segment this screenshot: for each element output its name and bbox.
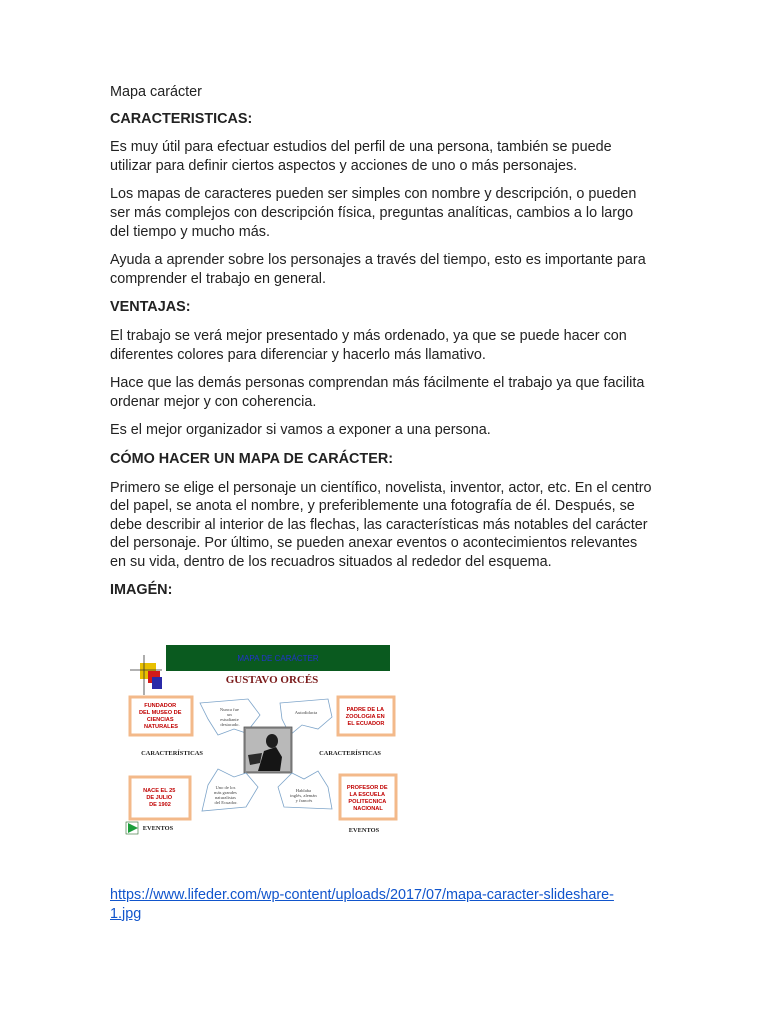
- event-box-bottom-left: [130, 777, 190, 819]
- svg-text:PROFESOR DE LA ESCUELA: PROFESOR DE LA ESCUELA POLITECNICA NACIONAL: [346, 785, 388, 812]
- heading-caracteristicas: CARACTERISTICAS:: [110, 110, 253, 127]
- play-arrow-icon: [128, 823, 138, 833]
- character-name: GUSTAVO ORCÉS: [225, 674, 319, 686]
- image-source-link[interactable]: [110, 886, 665, 923]
- trait-arrow-bottom-left: [202, 769, 258, 811]
- heading-como-hacer: CÓMO HACER UN MAPA DE CARÁCTER:: [110, 450, 394, 467]
- svg-text:Autodidacta: Autodidacta: [294, 710, 318, 715]
- paragraph: Ayuda a aprender sobre los personajes a través del tiempo, esto es importante para comprender el trabajo en general.: [110, 252, 646, 287]
- heading-imagen: IMAGÉN:: [110, 582, 173, 599]
- trait-arrow-bottom-right: [278, 771, 332, 809]
- heading-ventajas: VENTAJAS:: [110, 299, 191, 316]
- svg-text:NACE EL 25 DE JULIO: NACE EL 25 DE JULIO DE 1902: [143, 788, 176, 808]
- label-caracteristicas-right: CARACTERÍSTICAS: [319, 750, 381, 757]
- link-line-1[interactable]: https://www.lifeder.com/wp-content/uploads/2017/07/mapa-caracter-slideshare-: [110, 887, 614, 903]
- paragraph: El trabajo se verá mejor presentado y más ordenado, ya que se puede hacer con diferentes colores para diferenciar y hacerlo más llamativo.: [110, 327, 627, 363]
- event-box-bottom-right: [340, 775, 396, 819]
- svg-text:Nunca fue un e: Nunca fue un estudiante destacado.: [219, 707, 240, 727]
- label-eventos-right: EVENTOS: [348, 827, 380, 834]
- label-caracteristicas-left: CARACTERÍSTICAS: [141, 750, 203, 757]
- document-body: [110, 83, 655, 600]
- paragraph: Es el mejor organizador si vamos a exponer a una persona.: [110, 422, 491, 439]
- paragraph: Primero se elige el personaje un científico, novelista, inventor, actor, etc. En el centro del papel, se anota el nombre, y preferiblemente una fotografía de él. Después, se debe describir al interior de las flechas, las características más notables del carácter del personaje. Por último, se pueden anexar eventos o acontecimientos relevantes en su vida, dentro de los recuadros situados al rededor del esquema.: [110, 479, 652, 570]
- svg-text:PADRE DE LA ZOOLOGIA E: PADRE DE LA ZOOLOGIA EN EL ECUADOR: [345, 707, 385, 727]
- event-box-top-right: [338, 697, 394, 735]
- svg-text:Uno de los más grandes: Uno de los más grandes naturalistas del Ecuador.: [214, 785, 238, 805]
- event-box-top-left: [130, 697, 192, 735]
- link-line-2[interactable]: 1.jpg: [110, 905, 142, 922]
- character-photo: [244, 727, 292, 773]
- document-title: Mapa carácter: [110, 84, 202, 100]
- paragraph: Los mapas de caracteres pueden ser simples con nombre y descripción, o pueden ser más complejos con descripción física, preguntas analíticas, cambios a lo largo del tiempo y mucho más.: [110, 186, 637, 240]
- banner-title: MAPA DE CARÁCTER: [237, 654, 319, 663]
- paragraph: Hace que las demás personas comprendan más fácilmente el trabajo ya que facilita ordenar mejor y con coherencia.: [110, 375, 645, 410]
- label-eventos-left: EVENTOS: [142, 825, 174, 832]
- character-map-image: [122, 637, 398, 842]
- paragraph: Es muy útil para efectuar estudios del perfil de una persona, también se puede utilizar para definir ciertos aspectos y acciones de uno o más personajes.: [110, 139, 612, 174]
- svg-text:FUNDADOR DEL MUSEO DE: FUNDADOR DEL MUSEO DE CIENCIAS NATURALES: [138, 703, 182, 730]
- svg-text:Hablaba inglés, alemán: Hablaba inglés, alemán y francés: [290, 788, 317, 803]
- decor-square-blue: [152, 677, 162, 689]
